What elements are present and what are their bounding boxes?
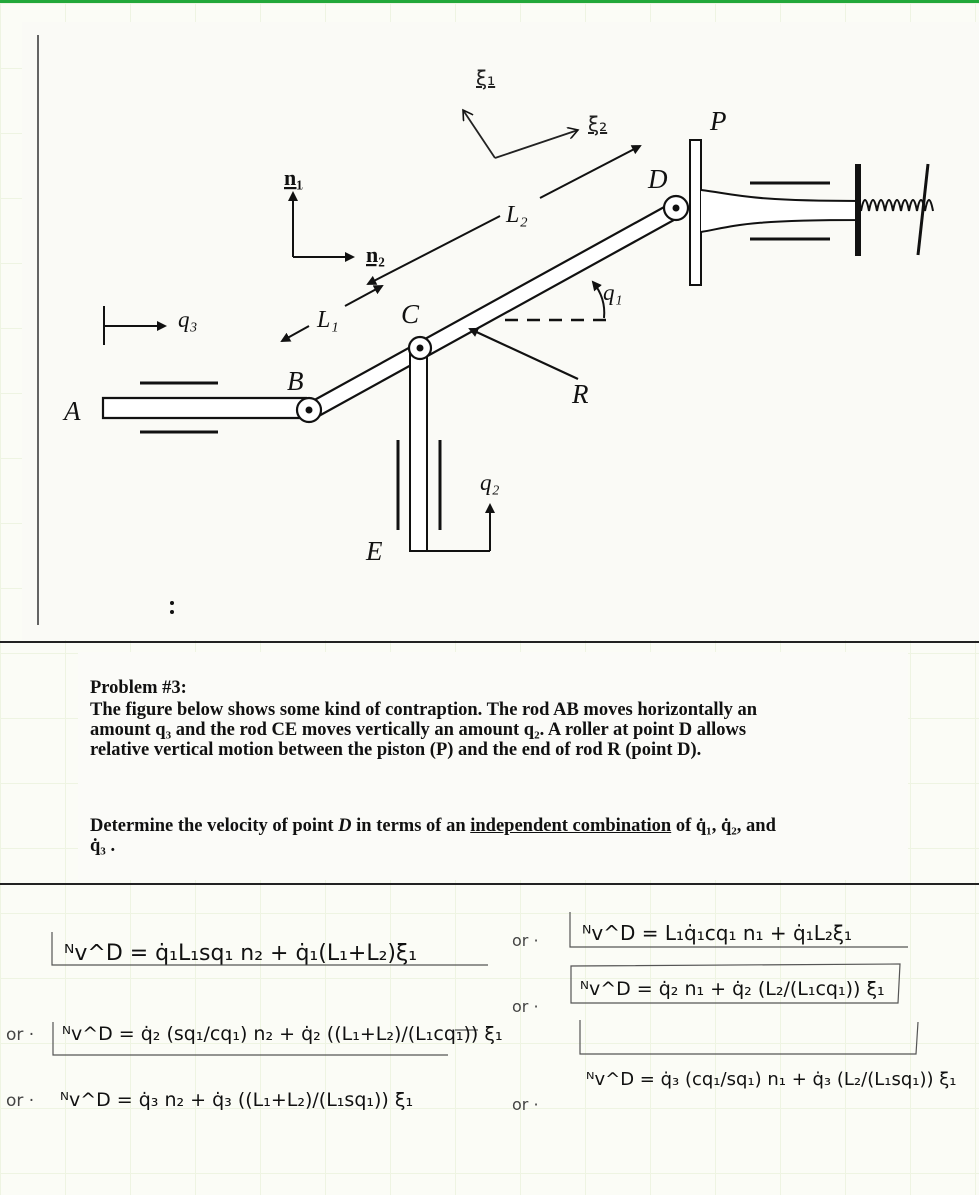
task-line2: q̇₃ . — [90, 836, 116, 856]
right-equation-1: ᴺv^D = L₁q̇₁cq₁ n₁ + q̇₁L₂ξ₁ — [582, 921, 853, 945]
label-q1: q₁ — [603, 280, 623, 305]
left-equation-3: ᴺv^D = q̇₃ n₂ + q̇₃ ((L₁+L₂)/(L₁sq₁)) ξ₁ — [60, 1089, 414, 1111]
left-equation-1: ᴺv^D = q̇₁L₁sq₁ n₂ + q̇₁(L₁+L₂)ξ₁ — [64, 941, 418, 966]
label-n1: n₁ — [284, 165, 303, 190]
label-xi2: ξ₂ — [588, 112, 608, 136]
right-eq3-prefix: or · — [512, 1095, 539, 1114]
label-xi1: ξ₁ — [476, 66, 496, 90]
task-text-mid: in terms of an — [351, 816, 471, 836]
label-c: C — [401, 299, 420, 329]
label-b: B — [287, 366, 304, 396]
label-n2: n₂ — [366, 242, 385, 267]
label-l1: L₁ — [317, 307, 339, 333]
task-text-end: of q̇₁, q̇₂, and — [671, 816, 776, 836]
task-point: D — [338, 816, 352, 836]
label-r: R — [572, 379, 589, 409]
label-l2: L₂ — [506, 202, 528, 228]
left-eq2-prefix: or · — [6, 1025, 35, 1045]
left-eq3-prefix: or · — [6, 1091, 35, 1111]
label-q3: q₃ — [178, 307, 198, 332]
right-eq2-prefix: or · — [512, 997, 539, 1016]
problem-paragraph: The figure below shows some kind of contraption. The rod AB moves horizontally an amount q₃ and the rod CE moves vertically an amount q₂. A roller at point D allows relative vertical motion between the piston (P) and the end of rod R (point D). — [90, 700, 758, 760]
right-eq1-prefix: or · — [512, 931, 539, 950]
task-underlined: independent combination — [470, 816, 672, 836]
task-text-start: Determine the velocity of point — [90, 816, 339, 836]
label-q2: q₂ — [480, 470, 500, 495]
box-right-3 — [580, 1020, 918, 1054]
left-equation-2: ᴺv^D = q̇₂ (sq₁/cq₁) n₂ + q̇₂ ((L₁+L₂)/(L₁cq₁)) ξ₁ — [62, 1023, 503, 1045]
right-equation-2: ᴺv^D = q̇₂ n₁ + q̇₂ (L₂/(L₁cq₁)) ξ₁ — [580, 978, 885, 1000]
right-equation-3: ᴺv^D = q̇₃ (cq₁/sq₁) n₁ + q̇₃ (L₂/(L₁sq₁)) ξ₁ — [586, 1069, 957, 1090]
label-e: E — [366, 536, 383, 566]
problem-title: Problem #3: — [90, 678, 187, 698]
label-p: P — [710, 106, 727, 136]
label-a: A — [64, 396, 81, 426]
label-d: D — [648, 164, 668, 194]
